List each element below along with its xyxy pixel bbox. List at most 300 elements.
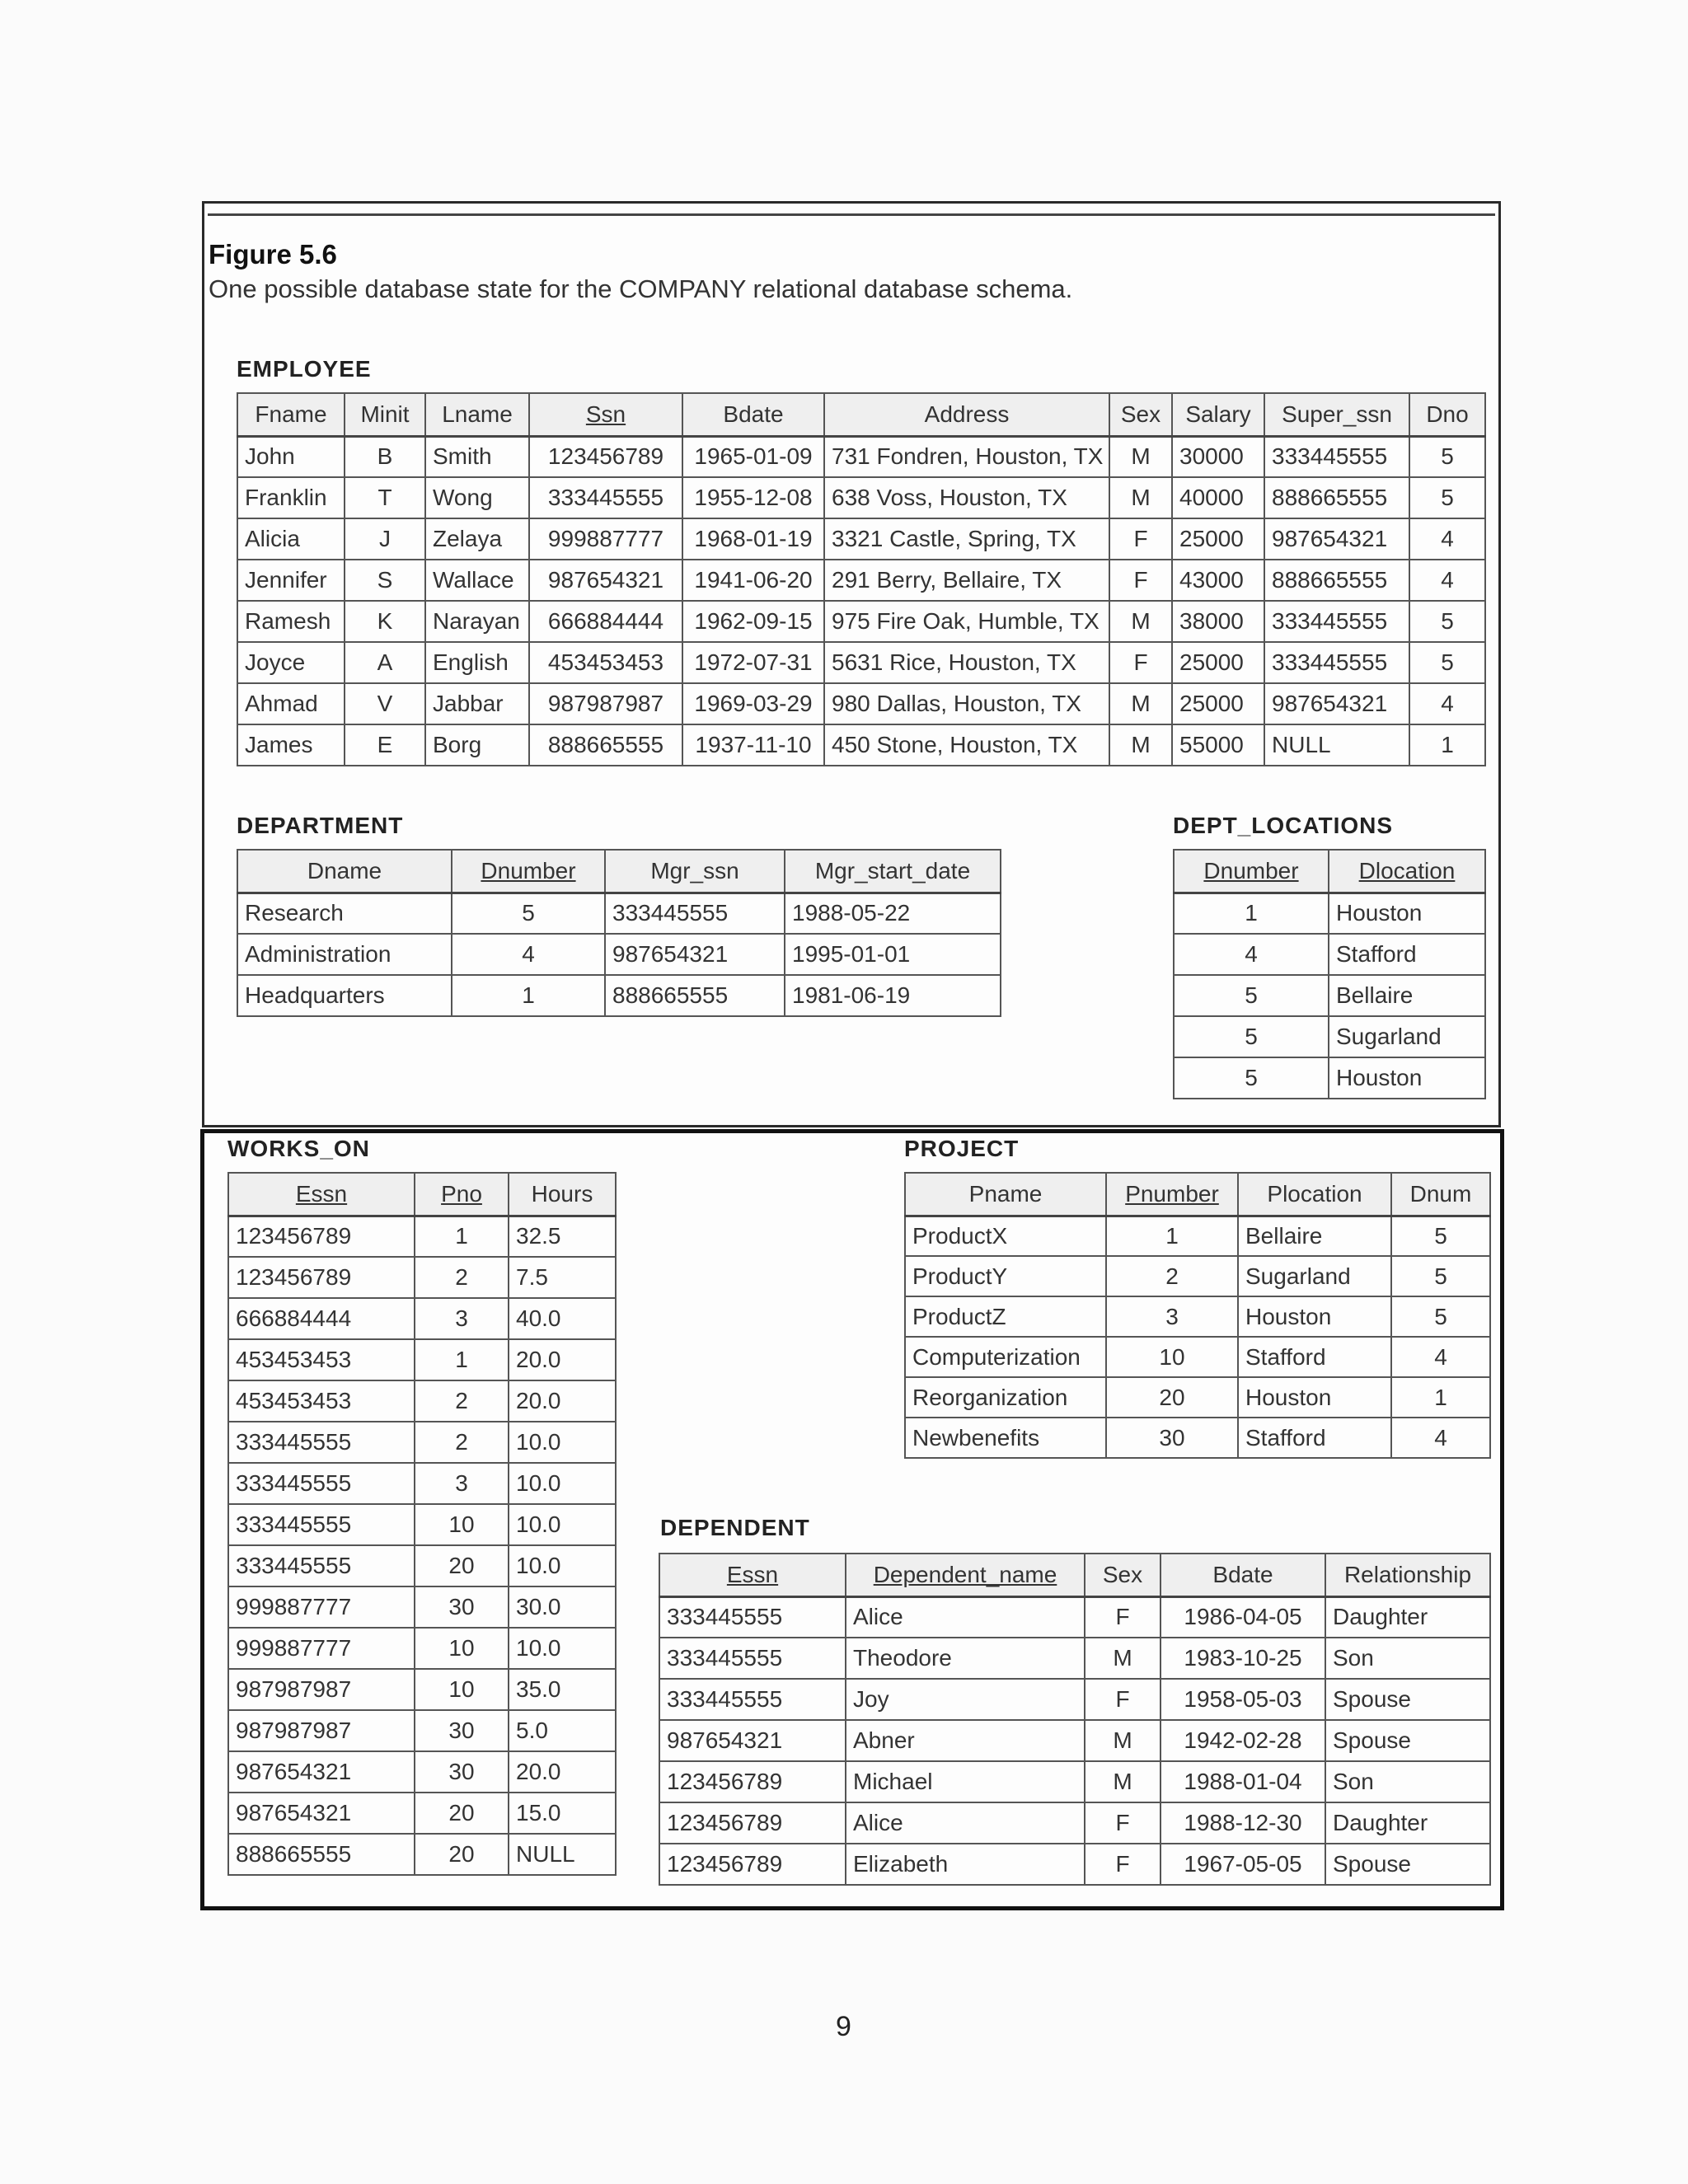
works-on-table-name: WORKS_ON: [227, 1136, 370, 1161]
table-cell-bdate: 1942-02-28: [1160, 1720, 1325, 1761]
table-cell-fname: Jennifer: [237, 560, 345, 601]
project-table-name: PROJECT: [904, 1136, 1020, 1161]
figure-title: Figure 5.6: [209, 239, 337, 269]
table-cell-pno: 30: [415, 1586, 509, 1628]
table-cell-address: 3321 Castle, Spring, TX: [824, 518, 1109, 560]
table-cell-pno: 10: [415, 1504, 509, 1545]
table-row: [228, 1504, 616, 1545]
table-cell-pnumber: 2: [1106, 1256, 1238, 1296]
table-cell-sex: F: [1109, 560, 1172, 601]
column-header-hours: Hours: [531, 1180, 593, 1207]
table-cell-fname: Franklin: [237, 477, 345, 518]
column-header-dnumber: Dnumber: [481, 857, 576, 883]
table-row: [237, 893, 1001, 934]
table-cell-dno: 5: [1409, 642, 1485, 683]
column-header-dependent-name: Dependent_name: [873, 1561, 1057, 1587]
table-cell-fname: Ahmad: [237, 683, 345, 724]
table-cell-essn: 453453453: [228, 1339, 415, 1380]
table-cell-essn: 123456789: [659, 1761, 846, 1802]
table-cell-hours: 10.0: [509, 1422, 616, 1463]
table-cell-dependent-name: Joy: [846, 1679, 1085, 1720]
table-cell-sex: M: [1085, 1720, 1160, 1761]
table-cell-dependent-name: Michael: [846, 1761, 1085, 1802]
table-cell-pno: 3: [415, 1298, 509, 1339]
table-cell-bdate: 1972-07-31: [682, 642, 824, 683]
works-on-header-row: [228, 1173, 616, 1216]
table-row: [228, 1463, 616, 1504]
table-cell-fname: Alicia: [237, 518, 345, 560]
table-cell-essn: 333445555: [659, 1679, 846, 1720]
table-cell-essn: 333445555: [659, 1596, 846, 1638]
table-row: [659, 1679, 1490, 1720]
table-cell-minit: T: [345, 477, 425, 518]
table-cell-hours: 30.0: [509, 1586, 616, 1628]
table-cell-ssn: 453453453: [529, 642, 682, 683]
table-cell-pno: 10: [415, 1669, 509, 1710]
table-cell-lname: Smith: [425, 436, 529, 477]
table-cell-plocation: Houston: [1238, 1377, 1391, 1418]
table-cell-relationship: Spouse: [1325, 1844, 1490, 1885]
employee-table-name: EMPLOYEE: [237, 356, 372, 382]
table-cell-minit: S: [345, 560, 425, 601]
table-cell-hours: NULL: [509, 1834, 616, 1875]
column-header-ssn: Ssn: [585, 401, 626, 427]
column-header-essn: Essn: [295, 1180, 348, 1207]
table-cell-address: 291 Berry, Bellaire, TX: [824, 560, 1109, 601]
table-cell-sex: M: [1085, 1638, 1160, 1679]
table-cell-hours: 40.0: [509, 1298, 616, 1339]
table-cell-essn: 999887777: [228, 1628, 415, 1669]
table-cell-bdate: 1962-09-15: [682, 601, 824, 642]
column-header-super-ssn: Super_ssn: [1282, 401, 1392, 427]
table-cell-hours: 20.0: [509, 1380, 616, 1422]
table-cell-essn: 333445555: [228, 1545, 415, 1586]
table-cell-plocation: Bellaire: [1238, 1216, 1391, 1256]
table-cell-pno: 2: [415, 1380, 509, 1422]
table-row: [228, 1298, 616, 1339]
table-cell-pno: 1: [415, 1339, 509, 1380]
table-cell-lname: Jabbar: [425, 683, 529, 724]
table-cell-pno: 2: [415, 1422, 509, 1463]
table-cell-sex: F: [1085, 1679, 1160, 1720]
table-cell-dependent-name: Elizabeth: [846, 1844, 1085, 1885]
figure-caption: One possible database state for the COMPANY relational database schema.: [209, 274, 1073, 303]
table-cell-dlocation: Houston: [1329, 893, 1485, 934]
dependent-table: [659, 1553, 1491, 1886]
table-row: [228, 1545, 616, 1586]
table-cell-dnum: 4: [1391, 1418, 1490, 1458]
page-number: 9: [836, 2011, 851, 2042]
works-on-table: [227, 1172, 617, 1876]
dependent-header-row: [659, 1554, 1490, 1596]
dept-locations-table: [1173, 849, 1486, 1099]
table-cell-hours: 10.0: [509, 1463, 616, 1504]
table-cell-essn: 999887777: [228, 1586, 415, 1628]
table-row: [228, 1834, 616, 1875]
table-cell-dnumber: 5: [1174, 1016, 1329, 1057]
column-header-pname: Pname: [968, 1180, 1043, 1207]
table-cell-bdate: 1968-01-19: [682, 518, 824, 560]
column-header-lname: Lname: [442, 401, 513, 427]
table-row: [228, 1586, 616, 1628]
table-cell-sex: F: [1109, 518, 1172, 560]
table-cell-pname: ProductZ: [905, 1296, 1106, 1337]
dependent-table-name: DEPENDENT: [660, 1515, 810, 1540]
table-row: [237, 477, 1485, 518]
table-cell-essn: 987987987: [228, 1669, 415, 1710]
table-cell-dnumber: 1: [1174, 893, 1329, 934]
table-cell-lname: English: [425, 642, 529, 683]
column-header-mgr-start-date: Mgr_start_date: [814, 857, 971, 883]
table-cell-lname: Narayan: [425, 601, 529, 642]
table-cell-address: 5631 Rice, Houston, TX: [824, 642, 1109, 683]
table-cell-plocation: Stafford: [1238, 1337, 1391, 1377]
table-cell-bdate: 1988-01-04: [1160, 1761, 1325, 1802]
table-cell-relationship: Daughter: [1325, 1596, 1490, 1638]
table-cell-fname: James: [237, 724, 345, 766]
table-row: [237, 436, 1485, 477]
table-cell-sex: F: [1085, 1596, 1160, 1638]
table-cell-pno: 2: [415, 1257, 509, 1298]
table-cell-bdate: 1986-04-05: [1160, 1596, 1325, 1638]
table-cell-sex: F: [1109, 642, 1172, 683]
table-cell-dependent-name: Alice: [846, 1802, 1085, 1844]
table-cell-sex: M: [1109, 601, 1172, 642]
table-cell-dlocation: Houston: [1329, 1057, 1485, 1099]
column-header-address: Address: [924, 401, 1010, 427]
table-cell-pnumber: 10: [1106, 1337, 1238, 1377]
column-header-dnumber: Dnumber: [1203, 857, 1299, 883]
column-header-dlocation: Dlocation: [1358, 857, 1456, 883]
column-header-essn: Essn: [726, 1561, 779, 1587]
table-row: [228, 1751, 616, 1793]
department-table-name: DEPARTMENT: [237, 813, 404, 838]
department-table: [237, 849, 1001, 1017]
table-cell-pnumber: 3: [1106, 1296, 1238, 1337]
table-cell-minit: B: [345, 436, 425, 477]
table-cell-sex: F: [1085, 1844, 1160, 1885]
table-cell-relationship: Daughter: [1325, 1802, 1490, 1844]
column-header-bdate: Bdate: [1212, 1561, 1273, 1587]
column-header-dname: Dname: [307, 857, 382, 883]
table-cell-hours: 10.0: [509, 1504, 616, 1545]
table-row: [659, 1596, 1490, 1638]
column-header-salary: Salary: [1185, 401, 1251, 427]
table-cell-dlocation: Bellaire: [1329, 975, 1485, 1016]
table-cell-dno: 5: [1409, 436, 1485, 477]
table-cell-dname: Headquarters: [237, 975, 452, 1016]
table-cell-salary: 30000: [1172, 436, 1264, 477]
table-cell-salary: 25000: [1172, 683, 1264, 724]
table-cell-mgr-ssn: 987654321: [605, 934, 785, 975]
table-cell-lname: Borg: [425, 724, 529, 766]
table-cell-pno: 3: [415, 1463, 509, 1504]
table-row: [905, 1296, 1490, 1337]
table-cell-pno: 10: [415, 1628, 509, 1669]
table-cell-minit: K: [345, 601, 425, 642]
column-header-fname: Fname: [255, 401, 327, 427]
table-cell-bdate: 1983-10-25: [1160, 1638, 1325, 1679]
table-cell-pnumber: 20: [1106, 1377, 1238, 1418]
table-row: [228, 1628, 616, 1669]
table-cell-dnum: 5: [1391, 1296, 1490, 1337]
table-cell-dno: 4: [1409, 518, 1485, 560]
table-cell-mgr-ssn: 333445555: [605, 893, 785, 934]
table-cell-dnumber: 4: [452, 934, 605, 975]
table-row: [237, 934, 1001, 975]
table-row: [659, 1761, 1490, 1802]
table-cell-hours: 20.0: [509, 1339, 616, 1380]
table-cell-hours: 7.5: [509, 1257, 616, 1298]
table-row: [905, 1377, 1490, 1418]
table-cell-salary: 25000: [1172, 518, 1264, 560]
table-row: [1174, 975, 1485, 1016]
table-cell-essn: 888665555: [228, 1834, 415, 1875]
table-cell-minit: E: [345, 724, 425, 766]
employee-table: [237, 392, 1486, 766]
table-cell-super-ssn: 333445555: [1264, 642, 1409, 683]
table-cell-dno: 5: [1409, 601, 1485, 642]
table-cell-pno: 20: [415, 1834, 509, 1875]
table-cell-dnumber: 1: [452, 975, 605, 1016]
table-cell-essn: 123456789: [659, 1844, 846, 1885]
table-cell-plocation: Houston: [1238, 1296, 1391, 1337]
table-cell-dependent-name: Theodore: [846, 1638, 1085, 1679]
table-row: [1174, 1016, 1485, 1057]
table-cell-relationship: Son: [1325, 1761, 1490, 1802]
table-cell-dnum: 4: [1391, 1337, 1490, 1377]
table-row: [659, 1720, 1490, 1761]
table-cell-essn: 333445555: [228, 1422, 415, 1463]
table-cell-bdate: 1988-12-30: [1160, 1802, 1325, 1844]
table-row: [237, 560, 1485, 601]
table-cell-ssn: 999887777: [529, 518, 682, 560]
column-header-plocation: Plocation: [1267, 1180, 1362, 1207]
table-row: [228, 1380, 616, 1422]
table-cell-hours: 10.0: [509, 1545, 616, 1586]
table-cell-fname: Ramesh: [237, 601, 345, 642]
table-cell-pnumber: 1: [1106, 1216, 1238, 1256]
table-cell-bdate: 1965-01-09: [682, 436, 824, 477]
table-row: [905, 1256, 1490, 1296]
table-cell-sex: M: [1109, 724, 1172, 766]
column-header-dno: Dno: [1426, 401, 1469, 427]
table-row: [237, 642, 1485, 683]
table-cell-lname: Wallace: [425, 560, 529, 601]
table-cell-address: 975 Fire Oak, Humble, TX: [824, 601, 1109, 642]
table-row: [228, 1793, 616, 1834]
table-row: [228, 1339, 616, 1380]
column-header-pno: Pno: [441, 1180, 482, 1207]
table-cell-hours: 15.0: [509, 1793, 616, 1834]
table-cell-bdate: 1967-05-05: [1160, 1844, 1325, 1885]
table-cell-hours: 20.0: [509, 1751, 616, 1793]
table-cell-pno: 1: [415, 1216, 509, 1257]
table-row: [659, 1638, 1490, 1679]
table-cell-dno: 4: [1409, 560, 1485, 601]
table-cell-bdate: 1955-12-08: [682, 477, 824, 518]
table-cell-relationship: Spouse: [1325, 1679, 1490, 1720]
table-cell-super-ssn: 888665555: [1264, 560, 1409, 601]
column-header-bdate: Bdate: [723, 401, 784, 427]
table-cell-dnum: 5: [1391, 1256, 1490, 1296]
table-cell-lname: Zelaya: [425, 518, 529, 560]
table-cell-ssn: 888665555: [529, 724, 682, 766]
table-cell-pname: Reorganization: [905, 1377, 1106, 1418]
table-cell-super-ssn: 333445555: [1264, 436, 1409, 477]
table-cell-address: 450 Stone, Houston, TX: [824, 724, 1109, 766]
table-row: [237, 724, 1485, 766]
project-header-row: [905, 1173, 1490, 1216]
table-cell-pname: Newbenefits: [905, 1418, 1106, 1458]
table-cell-lname: Wong: [425, 477, 529, 518]
table-cell-essn: 987654321: [659, 1720, 846, 1761]
table-cell-super-ssn: NULL: [1264, 724, 1409, 766]
table-cell-super-ssn: 333445555: [1264, 601, 1409, 642]
table-cell-address: 980 Dallas, Houston, TX: [824, 683, 1109, 724]
table-cell-bdate: 1969-03-29: [682, 683, 824, 724]
column-header-pnumber: Pnumber: [1125, 1180, 1219, 1207]
table-cell-hours: 35.0: [509, 1669, 616, 1710]
table-row: [228, 1710, 616, 1751]
column-header-sex: Sex: [1120, 401, 1161, 427]
table-cell-super-ssn: 888665555: [1264, 477, 1409, 518]
table-cell-address: 731 Fondren, Houston, TX: [824, 436, 1109, 477]
table-cell-super-ssn: 987654321: [1264, 683, 1409, 724]
table-cell-essn: 333445555: [228, 1504, 415, 1545]
table-row: [1174, 1057, 1485, 1099]
table-cell-essn: 123456789: [228, 1257, 415, 1298]
table-cell-pno: 30: [415, 1751, 509, 1793]
table-cell-pname: ProductY: [905, 1256, 1106, 1296]
table-cell-essn: 123456789: [659, 1802, 846, 1844]
table-cell-ssn: 666884444: [529, 601, 682, 642]
table-cell-ssn: 123456789: [529, 436, 682, 477]
table-cell-dnumber: 5: [452, 893, 605, 934]
table-cell-dnumber: 4: [1174, 934, 1329, 975]
table-cell-essn: 333445555: [659, 1638, 846, 1679]
table-cell-pno: 20: [415, 1793, 509, 1834]
table-cell-essn: 987654321: [228, 1751, 415, 1793]
table-cell-essn: 666884444: [228, 1298, 415, 1339]
table-row: [1174, 934, 1485, 975]
table-cell-essn: 987987987: [228, 1710, 415, 1751]
table-cell-sex: M: [1085, 1761, 1160, 1802]
table-cell-dname: Research: [237, 893, 452, 934]
table-cell-salary: 40000: [1172, 477, 1264, 518]
table-cell-minit: J: [345, 518, 425, 560]
table-cell-ssn: 987654321: [529, 560, 682, 601]
table-cell-ssn: 987987987: [529, 683, 682, 724]
table-row: [228, 1422, 616, 1463]
dept-locations-header-row: [1174, 850, 1485, 893]
column-header-sex: Sex: [1102, 1561, 1143, 1587]
table-cell-mgr-start-date: 1981-06-19: [785, 975, 1001, 1016]
table-cell-plocation: Sugarland: [1238, 1256, 1391, 1296]
table-cell-dependent-name: Abner: [846, 1720, 1085, 1761]
table-cell-essn: 453453453: [228, 1380, 415, 1422]
table-cell-fname: Joyce: [237, 642, 345, 683]
table-cell-minit: A: [345, 642, 425, 683]
table-cell-hours: 10.0: [509, 1628, 616, 1669]
table-row: [659, 1802, 1490, 1844]
table-cell-salary: 43000: [1172, 560, 1264, 601]
employee-header-row: [237, 393, 1485, 436]
department-header-row: [237, 850, 1001, 893]
table-cell-dnum: 5: [1391, 1216, 1490, 1256]
table-cell-bdate: 1937-11-10: [682, 724, 824, 766]
table-cell-salary: 38000: [1172, 601, 1264, 642]
table-cell-essn: 987654321: [228, 1793, 415, 1834]
table-cell-sex: M: [1109, 436, 1172, 477]
table-cell-dlocation: Stafford: [1329, 934, 1485, 975]
column-header-minit: Minit: [360, 401, 410, 427]
table-row: [228, 1669, 616, 1710]
table-row: [237, 518, 1485, 560]
table-cell-dnumber: 5: [1174, 975, 1329, 1016]
table-row: [659, 1844, 1490, 1885]
table-cell-salary: 55000: [1172, 724, 1264, 766]
table-cell-bdate: 1941-06-20: [682, 560, 824, 601]
table-row: [1174, 893, 1485, 934]
table-row: [237, 601, 1485, 642]
column-header-mgr-ssn: Mgr_ssn: [650, 857, 739, 883]
table-cell-sex: M: [1109, 683, 1172, 724]
table-row: [905, 1216, 1490, 1256]
table-cell-relationship: Spouse: [1325, 1720, 1490, 1761]
table-cell-pnumber: 30: [1106, 1418, 1238, 1458]
table-cell-pno: 30: [415, 1710, 509, 1751]
table-row: [228, 1216, 616, 1257]
dept-locations-table-name: DEPT_LOCATIONS: [1173, 813, 1394, 838]
table-cell-hours: 32.5: [509, 1216, 616, 1257]
table-cell-mgr-ssn: 888665555: [605, 975, 785, 1016]
table-cell-ssn: 333445555: [529, 477, 682, 518]
table-row: [905, 1418, 1490, 1458]
column-header-dnum: Dnum: [1409, 1180, 1472, 1207]
table-cell-dnum: 1: [1391, 1377, 1490, 1418]
table-cell-dname: Administration: [237, 934, 452, 975]
table-row: [237, 975, 1001, 1016]
table-cell-essn: 123456789: [228, 1216, 415, 1257]
table-cell-essn: 333445555: [228, 1463, 415, 1504]
table-cell-dno: 5: [1409, 477, 1485, 518]
table-cell-bdate: 1958-05-03: [1160, 1679, 1325, 1720]
table-cell-sex: M: [1109, 477, 1172, 518]
table-cell-sex: F: [1085, 1802, 1160, 1844]
table-cell-mgr-start-date: 1988-05-22: [785, 893, 1001, 934]
table-cell-mgr-start-date: 1995-01-01: [785, 934, 1001, 975]
table-cell-plocation: Stafford: [1238, 1418, 1391, 1458]
table-cell-address: 638 Voss, Houston, TX: [824, 477, 1109, 518]
table-cell-pname: ProductX: [905, 1216, 1106, 1256]
table-cell-dnumber: 5: [1174, 1057, 1329, 1099]
table-cell-pname: Computerization: [905, 1337, 1106, 1377]
table-cell-fname: John: [237, 436, 345, 477]
table-row: [905, 1337, 1490, 1377]
table-cell-salary: 25000: [1172, 642, 1264, 683]
table-cell-pno: 20: [415, 1545, 509, 1586]
table-cell-super-ssn: 987654321: [1264, 518, 1409, 560]
project-table: [904, 1172, 1491, 1459]
table-cell-dno: 4: [1409, 683, 1485, 724]
table-cell-minit: V: [345, 683, 425, 724]
table-cell-dlocation: Sugarland: [1329, 1016, 1485, 1057]
table-row: [228, 1257, 616, 1298]
table-row: [237, 683, 1485, 724]
table-cell-relationship: Son: [1325, 1638, 1490, 1679]
column-header-relationship: Relationship: [1343, 1561, 1472, 1587]
